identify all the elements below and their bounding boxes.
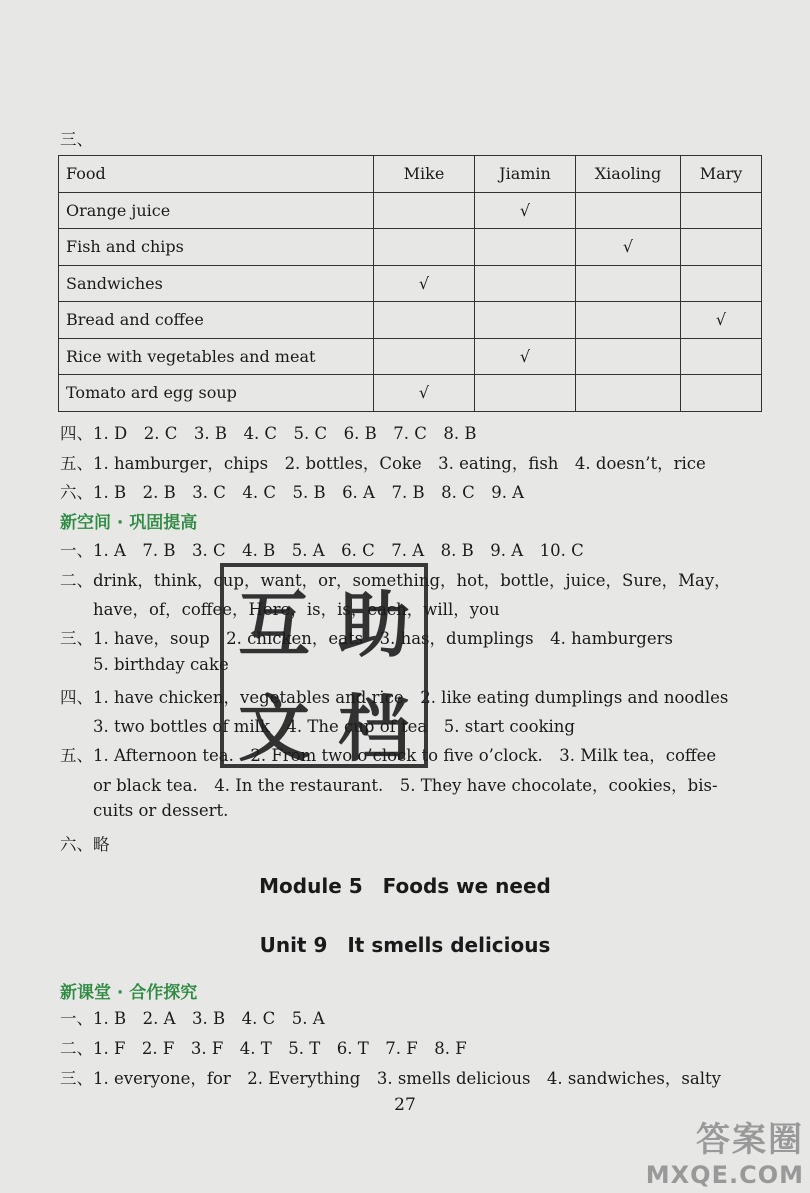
check-cell: √	[681, 302, 762, 339]
check-cell	[374, 229, 475, 266]
stamp-char: 助	[337, 583, 410, 667]
consolidate-line-2b: have，of，coffee，Here，is，is，each，will，you	[93, 600, 500, 619]
check-cell	[475, 265, 576, 302]
table-header-cell: Mike	[374, 156, 475, 193]
food-cell: Rice with vegetables and meat	[59, 338, 374, 375]
check-cell: √	[374, 265, 475, 302]
consolidate-line-2a: 二、drink，think，cup，want，or，something，hot，bottle，juice，Sure，May，	[60, 571, 731, 590]
consolidate-line-3b: 5. birthday cake	[93, 655, 229, 674]
module-title: Module 5 Foods we need	[259, 874, 551, 898]
check-cell	[681, 192, 762, 229]
watermark-url: MXQE.COM	[645, 1161, 804, 1189]
consolidate-line-1: 一、1. A 7. B 3. C 4. B 5. A 6. C 7. A 8. B 9. A 10. C	[60, 541, 584, 560]
check-cell	[576, 192, 681, 229]
unit-answer-line-3: 三、1. everyone，for 2. Everything 3. smells delicious 4. sandwiches，salty	[60, 1069, 721, 1088]
food-cell: Tomato ard egg soup	[59, 375, 374, 412]
food-cell: Bread and coffee	[59, 302, 374, 339]
check-cell: √	[475, 338, 576, 375]
table-header-row	[59, 156, 762, 193]
check-cell	[681, 338, 762, 375]
unit-title: Unit 9 It smells delicious	[259, 933, 551, 957]
table-header-cell: Jiamin	[475, 156, 576, 193]
food-preference-table	[58, 155, 762, 412]
section-heading-consolidate: 新空间 · 巩固提高	[60, 513, 198, 533]
consolidate-line-4b: 3. two bottles of milk 4. The cup of tea 5. start cooking	[93, 717, 575, 736]
check-cell	[576, 338, 681, 375]
table-header-cell: Xiaoling	[576, 156, 681, 193]
answer-line-5: 五、1. hamburger，chips 2. bottles，Coke 3. eating，fish 4. doesn’t，rice	[60, 454, 706, 473]
check-cell	[576, 375, 681, 412]
hudong-stamp-watermark	[220, 563, 428, 771]
section-3-label: 三、	[60, 130, 93, 149]
check-cell	[475, 229, 576, 266]
check-cell: √	[475, 192, 576, 229]
site-watermark	[646, 1112, 804, 1189]
answer-line-4: 四、1. D 2. C 3. B 4. C 5. C 6. B 7. C 8. B	[60, 424, 477, 443]
check-cell: √	[374, 375, 475, 412]
food-cell: Orange juice	[59, 192, 374, 229]
consolidate-line-3a: 三、1. have，soup 2. chicken，eats 3. has，dumplings 4. hamburgers	[60, 629, 673, 648]
check-cell	[475, 375, 576, 412]
table-row	[59, 375, 762, 412]
check-cell	[374, 302, 475, 339]
consolidate-line-5c: cuits or dessert.	[93, 801, 229, 820]
check-cell	[681, 375, 762, 412]
stamp-char: 档	[337, 687, 410, 771]
answer-line-6: 六、1. B 2. B 3. C 4. C 5. B 6. A 7. B 8. C 9. A	[60, 483, 525, 502]
table-header-cell: Mary	[681, 156, 762, 193]
food-cell: Fish and chips	[59, 229, 374, 266]
stamp-char: 文	[237, 687, 310, 771]
check-cell	[374, 338, 475, 375]
check-cell: √	[576, 229, 681, 266]
check-cell	[576, 265, 681, 302]
consolidate-line-5a: 五、1. Afternoon tea. 2. From two o’clock to five o’clock. 3. Milk tea，coffee	[60, 746, 717, 765]
food-cell: Sandwiches	[59, 265, 374, 302]
table-row	[59, 302, 762, 339]
check-cell	[475, 302, 576, 339]
stamp-char: 互	[237, 583, 310, 667]
check-cell	[576, 302, 681, 339]
check-cell	[681, 265, 762, 302]
consolidate-line-4a: 四、1. have chicken，vegetables and rice 2. like eating dumplings and noodles	[60, 688, 729, 707]
table-row	[59, 229, 762, 266]
consolidate-line-5b: or black tea. 4. In the restaurant. 5. They have chocolate，cookies，bis-	[93, 776, 718, 795]
watermark-logo-text: 答案圈	[696, 1120, 804, 1160]
table-row	[59, 265, 762, 302]
table-row	[59, 192, 762, 229]
consolidate-line-6: 六、略	[60, 835, 110, 854]
table-header-cell: Food	[59, 156, 374, 193]
unit-answer-line-2: 二、1. F 2. F 3. F 4. T 5. T 6. T 7. F 8. F	[60, 1039, 467, 1058]
unit-answer-line-1: 一、1. B 2. A 3. B 4. C 5. A	[60, 1009, 325, 1028]
table-row	[59, 338, 762, 375]
check-cell	[681, 229, 762, 266]
check-cell	[374, 192, 475, 229]
page-number: 27	[394, 1095, 416, 1115]
section-heading-class: 新课堂 · 合作探究	[60, 983, 198, 1003]
